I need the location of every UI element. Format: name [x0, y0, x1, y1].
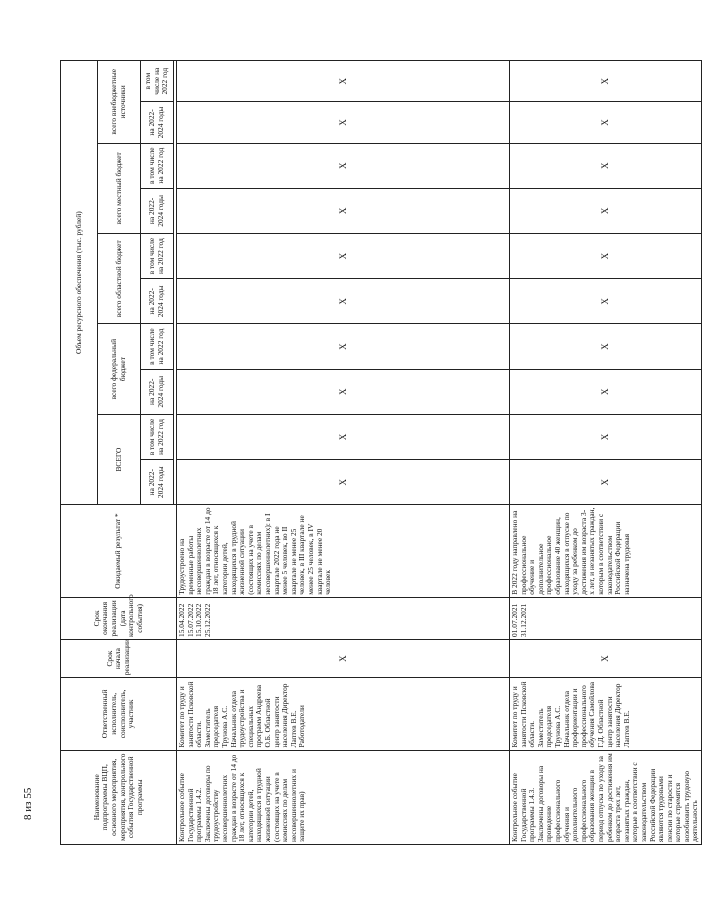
- row-value-x: X: [510, 369, 702, 414]
- row-value-x: X: [510, 102, 702, 143]
- row-value-x: X: [510, 234, 702, 279]
- sub-period: на 2022-2024 годы: [141, 188, 174, 233]
- row-value-x: X: [177, 234, 510, 279]
- row-value-x: X: [510, 61, 702, 102]
- row-resp: Комитет по труду и занятости Псковской области. Заместитель председателя Трунова А.С. Начальник отдела профориентации и профессионального обучения Самойлова Г.Д. Областной центр занятости населения Директор Лаптев В.Е.: [510, 678, 702, 750]
- row-value-x: X: [177, 143, 510, 188]
- sub-period: на 2022-2024 годы: [141, 460, 174, 505]
- row-value-x: X: [510, 324, 702, 369]
- row-value-x: X: [510, 143, 702, 188]
- row-value-x: X: [510, 279, 702, 324]
- table-row: [177, 61, 510, 845]
- group-regional: всего областной бюджет: [98, 234, 141, 324]
- row-value-x: X: [177, 460, 510, 505]
- col-end-header: Срок окончания реализации (дата контрольного события): [61, 597, 177, 639]
- col-resources-header: Объем ресурсного обеспечения (тыс. рублей): [61, 61, 98, 505]
- sub-period: на 2022-2024 годы: [141, 369, 174, 414]
- sub-year: в том числе на 2022 год: [141, 61, 174, 102]
- row-value-x: X: [510, 460, 702, 505]
- col-result-header: Ожидаемый результат *: [61, 505, 177, 597]
- sub-year: в том числе на 2022 год: [141, 414, 174, 459]
- sub-year: в том числе на 2022 год: [141, 234, 174, 279]
- group-local: всего местный бюджет: [98, 143, 141, 233]
- col-resp-header: Ответственный исполнитель, соисполнитель, участник: [61, 678, 177, 750]
- row-result: В 2022 году направлено на профессиональное обучение и дополнительное профессиональное образование 40 женщин, находящихся в отпуске по уходу за ребенком до достижения им возраста 3-х лет, и незанятых граждан, которым в соответствии с законодательством Российской Федерации назначена трудовая: [510, 505, 702, 597]
- row-name: Контрольное событие Государственной программы 1.4.3. Заключены договоры на проведение профессионального обучения и дополнительного профессионального образования женщин в период отпуска по уходу за ребенком до достижения им возраста трех лет, незанятых граждан, которые в соответствии с законодательством Российской Федерации являются трудовыми пенсии по старости и которые стремятся возобновить трудовую деятельность: [510, 750, 702, 844]
- sub-period: на 2022-2024 годы: [141, 279, 174, 324]
- sub-year: в том числе на 2022 год: [141, 143, 174, 188]
- col-start-header: Срок начала реализации: [61, 639, 177, 677]
- rotated-table-wrapper: [60, 60, 700, 845]
- row-value-x: X: [177, 414, 510, 459]
- row-resp: Комитет по труду и занятости Псковской области. Заместитель председателя Трунова А.С. Начальник отдела трудоустройства и специальных программ Андреева О.Б. Областной центр занятости населения Директор Лаптев В.Е. Работодатели: [177, 678, 510, 750]
- row-value-x: X: [177, 102, 510, 143]
- row-value-x: X: [510, 188, 702, 233]
- row-value-x: X: [177, 324, 510, 369]
- row-name: Контрольное событие Государственной программы 1.4.2. Заключены договоры по трудоустройству несовершеннолетних граждан в возрасте от 14 до 18 лет, относящихся к категории детей, находящихся в трудной жизненной ситуации (состоящих на учете в комиссиях по делам несовершеннолетних и защите их прав): [177, 750, 510, 844]
- row-value-x: X: [510, 414, 702, 459]
- group-offbudget: всего внебюджетные источники: [98, 61, 141, 144]
- table-row: [510, 61, 702, 845]
- group-federal: всего федеральный бюджет: [98, 324, 141, 414]
- row-result: Трудоустроено на временные работы несовершеннолетних граждан в возрасте от 14 до 18 лет, относящихся к категории детей, находящихся в трудной жизненной ситуации (состоящих на учете в комиссиях по делам несовершеннолетних): в I квартале 2022 года не менее 5 человек, во II квартале не менее 25 человек, в III квартале не менее 25 человек, в IV квартале не менее 20 человек: [177, 505, 510, 597]
- sub-period: на 2022-2024 годы: [141, 102, 174, 143]
- row-start: X: [177, 639, 510, 677]
- row-end: 15.04.2022 15.07.2022 15.10.2022 25.12.2022: [177, 597, 510, 639]
- page-number: 8 из 55: [22, 787, 34, 820]
- program-table: [60, 60, 702, 845]
- group-total: ВСЕГО: [98, 414, 141, 504]
- header-spacer-row: [61, 61, 98, 845]
- row-start: X: [510, 639, 702, 677]
- sub-year: в том числе на 2022 год: [141, 324, 174, 369]
- row-end: 01.07.2021 31.12.2021: [510, 597, 702, 639]
- row-value-x: X: [177, 188, 510, 233]
- row-value-x: X: [177, 61, 510, 102]
- row-value-x: X: [177, 369, 510, 414]
- col-name-header: Наименование подпрограммы ВЦП, основного мероприятия, мероприятия, контрольного события Государственной программы: [61, 750, 177, 844]
- row-value-x: X: [177, 279, 510, 324]
